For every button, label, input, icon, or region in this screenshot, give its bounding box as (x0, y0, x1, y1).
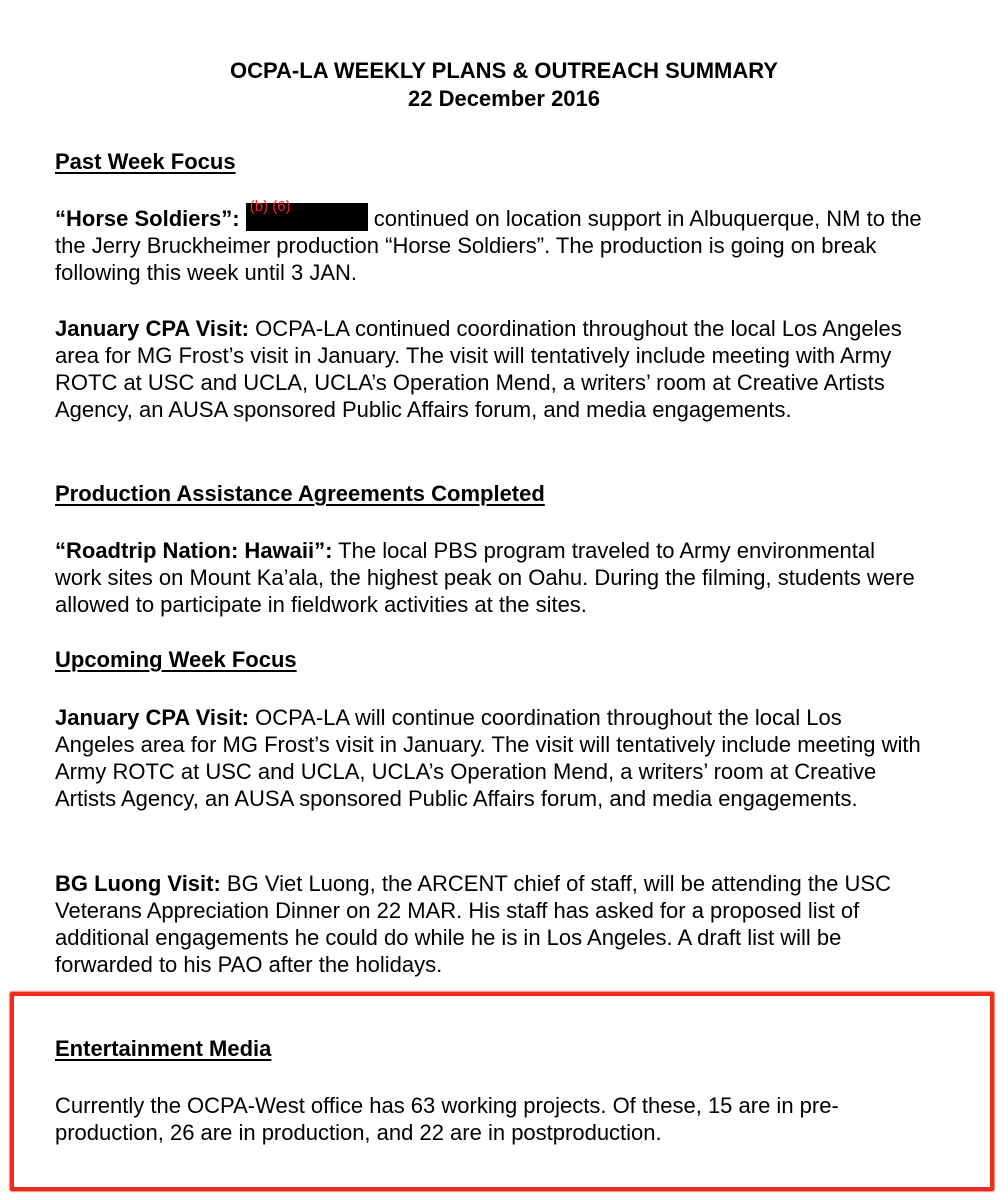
paragraph-bg-luong-visit (55, 870, 925, 978)
heading-upcoming-week-focus: Upcoming Week Focus (55, 647, 297, 672)
label-horse-soldiers: “Horse Soldiers”: (55, 206, 240, 231)
heading-production-assistance: Production Assistance Agreements Completed (55, 481, 545, 506)
text-horse-soldiers: continued on location support in Albuquerque, NM to the the Jerry Bruckheimer production “Horse Soldiers”. The production is going on break following this week until 3 JAN. (55, 206, 922, 285)
redaction-block (246, 198, 368, 231)
text-roadtrip-nation: The local PBS program traveled to Army environmental work sites on Mount Ka’ala, the highest peak on Oahu. During the filming, students were allowed to participate in fieldwork activities at the sites. (55, 538, 915, 617)
paragraph-january-cpa-visit-past (55, 315, 925, 423)
text-january-cpa-visit: OCPA-LA continued coordination throughout the local Los Angeles area for MG Frost’s visit in January. The visit will tentatively include meeting with Army ROTC at USC and UCLA, UCLA’s Operation Mend, a writers’ room at Creative Artists Agency, an AUSA sponsored Public Affairs forum, and media engagements. (55, 316, 902, 422)
paragraph-roadtrip-nation (55, 537, 925, 618)
text-bg-luong-visit: BG Viet Luong, the ARCENT chief of staff, will be attending the USC Veterans Appreciation Dinner on 22 MAR. His staff has asked for a proposed list of additional engagements he could do while he is in Los Angeles. A draft list will be forwarded to his PAO after the holidays. (55, 871, 891, 977)
heading-entertainment-media: Entertainment Media (55, 1036, 272, 1061)
text-january-cpa-visit: OCPA-LA will continue coordination throughout the local Los Angeles area for MG Frost’s visit in January. The visit will tentatively include meeting with Army ROTC at USC and UCLA, UCLA’s Operation Mend, a writers’ room at Creative Artists Agency, an AUSA sponsored Public Affairs forum, and media engagements. (55, 705, 921, 811)
heading-past-week-focus: Past Week Focus (55, 149, 236, 174)
label-january-cpa-visit: January CPA Visit: (55, 316, 249, 341)
paragraph-january-cpa-visit-upcoming (55, 704, 925, 812)
paragraph-entertainment-media: Currently the OCPA-West office has 63 working projects. Of these, 15 are in pre-production, 26 are in production, and 22 are in postproduction. (55, 1093, 839, 1145)
paragraph-horse-soldiers (55, 198, 925, 286)
title-line-1: OCPA-LA WEEKLY PLANS & OUTREACH SUMMARY (230, 58, 778, 83)
label-roadtrip-nation: “Roadtrip Nation: Hawaii”: (55, 538, 333, 563)
title-date: 22 December 2016 (407, 86, 601, 111)
label-january-cpa-visit: January CPA Visit: (55, 705, 249, 730)
document-title (0, 57, 1008, 113)
redaction-code: (b) (6) (249, 198, 291, 215)
label-bg-luong-visit: BG Luong Visit: (55, 871, 221, 896)
